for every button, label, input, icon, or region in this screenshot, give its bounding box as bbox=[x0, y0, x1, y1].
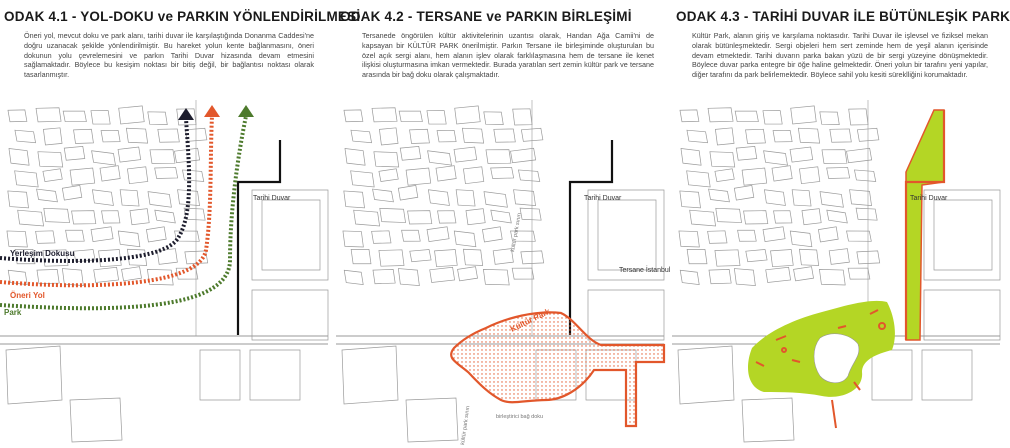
building-outline bbox=[598, 200, 656, 270]
building-outline bbox=[820, 192, 843, 208]
building-outline bbox=[829, 249, 849, 265]
building-outline bbox=[62, 185, 81, 200]
building-outline bbox=[262, 200, 320, 270]
building-outline bbox=[351, 171, 375, 187]
building-outline bbox=[710, 152, 735, 167]
street-label-2: kültür park sınırı bbox=[510, 212, 523, 253]
building-outline bbox=[250, 350, 300, 400]
building-outline bbox=[372, 108, 397, 122]
panel-description: Öneri yol, mevcut doku ve park alanı, tarihi duvar ile karşılaştığında Donanma Caddesi'ne doğru uzanacak şekilde yönlendirilmiştir. Bu hareket yolun kente bağlanmasını, öneri dokunun yolu çevrelemesini ve parkın Tarihi Duvar hizasında devam etmesini sağlamaktadır. Böylece bu kesişim noktası bir bitiş değil, bir bağlantısı noktası olarak tasarlanmıştır. bbox=[24, 31, 314, 80]
culture-park-area bbox=[451, 312, 664, 426]
building-outline bbox=[427, 227, 449, 242]
building-outline bbox=[150, 150, 175, 164]
building-outline bbox=[102, 211, 120, 223]
building-outline bbox=[430, 267, 455, 282]
building-outline bbox=[799, 249, 818, 265]
building-outline bbox=[406, 168, 431, 185]
building-outline bbox=[155, 210, 176, 223]
building-outline bbox=[252, 290, 328, 340]
site-map bbox=[336, 100, 671, 448]
building-outline bbox=[7, 231, 27, 247]
road-arrowhead bbox=[204, 105, 220, 117]
building-outline bbox=[520, 208, 541, 220]
building-outline bbox=[36, 231, 55, 244]
building-outline bbox=[715, 128, 734, 145]
wall-label: Tarihi Duvar bbox=[253, 195, 291, 202]
building-outline bbox=[8, 110, 27, 122]
building-outline bbox=[155, 167, 178, 178]
building-outline bbox=[456, 190, 475, 206]
panel-description: Kültür Park, alanın giriş ve karşılama noktasıdır. Tarihi Duvar ile işlevsel ve fiziksel mekan olarak bütünleşmektedir. Sergi objeleri hem sert zeminde hem de yeşil alanın içerisinde devam etmektedir. Tarihi duvarın parka bakan yüzü de bir sergi yüzeyine dönüşmektedir. Böylece duvar parka entegre bir öğe haline gelmektedir. Öneri yolun bir tarafını yeni yapılar, diğer tarafını da park belirlemektedir. Böylece sahil yolu kesiti süreklliğini korumaktadır. bbox=[692, 31, 988, 80]
building-outline bbox=[715, 169, 734, 182]
building-outline bbox=[130, 209, 149, 225]
building-outline bbox=[344, 270, 363, 284]
building-outline bbox=[708, 231, 727, 244]
building-outline bbox=[680, 191, 701, 208]
building-outline bbox=[379, 250, 404, 266]
settlement-arrow bbox=[0, 118, 189, 261]
building-outline bbox=[373, 189, 394, 202]
park-label: Park bbox=[4, 308, 22, 317]
shipyard-label bbox=[619, 265, 671, 274]
building-outline bbox=[399, 111, 422, 121]
building-outline bbox=[791, 106, 817, 124]
building-outline bbox=[687, 130, 708, 143]
building-outline bbox=[798, 128, 819, 143]
building-outline bbox=[408, 211, 432, 224]
building-outline bbox=[406, 398, 458, 442]
building-outline bbox=[818, 227, 838, 242]
building-outline bbox=[854, 170, 875, 182]
panel-odak-4-2 bbox=[336, 0, 671, 448]
building-outline bbox=[742, 168, 767, 185]
panel-title: ODAK 4.3 - TARİHİ DUVAR İLE BÜTÜNLEŞİK PARK bbox=[676, 9, 1010, 24]
building-outline bbox=[715, 250, 740, 266]
building-outline bbox=[734, 185, 753, 200]
building-outline bbox=[398, 185, 417, 200]
road-label: Öneri Yol bbox=[10, 291, 45, 300]
building-outline bbox=[454, 147, 477, 162]
building-outline bbox=[827, 167, 850, 178]
building-outline bbox=[127, 167, 147, 184]
building-outline bbox=[428, 190, 449, 206]
building-outline bbox=[455, 106, 481, 124]
building-outline bbox=[678, 346, 734, 404]
building-outline bbox=[924, 290, 1000, 340]
building-outline bbox=[351, 130, 372, 143]
building-outline bbox=[43, 169, 62, 182]
building-outline bbox=[436, 166, 456, 182]
building-outline bbox=[379, 169, 398, 182]
building-outline bbox=[8, 191, 29, 208]
building-outline bbox=[716, 208, 742, 222]
building-outline bbox=[438, 211, 456, 223]
building-outline bbox=[466, 209, 485, 225]
building-outline bbox=[64, 146, 85, 160]
building-outline bbox=[922, 350, 972, 400]
building-outline bbox=[687, 249, 707, 263]
building-outline bbox=[680, 270, 699, 284]
building-outline bbox=[36, 108, 61, 122]
building-outline bbox=[709, 269, 731, 283]
building-outline bbox=[687, 171, 711, 187]
building-outline bbox=[344, 110, 363, 122]
building-outline bbox=[690, 210, 716, 226]
building-outline bbox=[736, 146, 757, 160]
building-outline bbox=[343, 231, 363, 247]
building-outline bbox=[872, 350, 912, 400]
building-outline bbox=[373, 269, 395, 283]
building-outline bbox=[588, 290, 664, 340]
building-outline bbox=[518, 170, 539, 182]
building-outline bbox=[794, 267, 814, 281]
building-outline bbox=[99, 250, 122, 267]
building-outline bbox=[345, 149, 365, 166]
building-outline bbox=[148, 192, 171, 208]
building-outline bbox=[486, 150, 511, 164]
building-outline bbox=[126, 128, 147, 143]
building-outline bbox=[15, 130, 36, 143]
building-outline bbox=[100, 166, 120, 182]
building-outline bbox=[92, 151, 116, 165]
building-outline bbox=[91, 111, 110, 124]
building-outline bbox=[847, 231, 872, 241]
shipyard-label-text: Tersane İstanbul bbox=[619, 267, 671, 274]
building-outline bbox=[344, 191, 365, 208]
building-outline bbox=[182, 170, 203, 182]
street-label: kültür park sınırı bbox=[460, 405, 472, 446]
building-outline bbox=[494, 129, 516, 142]
building-outline bbox=[374, 152, 399, 167]
building-outline bbox=[94, 267, 119, 282]
site-map bbox=[0, 100, 328, 448]
culture-park-label: Kültür Park bbox=[508, 306, 552, 334]
building-outline bbox=[491, 167, 514, 178]
building-outline bbox=[200, 350, 240, 400]
building-outline bbox=[18, 210, 44, 226]
panel-description: Tersanede öngörülen kültür aktivitelerinin uzantısı olarak, Handan Ağa Camii'ni de kapsayan bir KÜLTÜR PARK önerilmiştir. Parkın Tersane ile birleşiminde oluşturulan bu özel açık sergi alanı, hem alanın işlev olarak farklılaşmasına hem de tersane ile kenet ilişkisi oluşturmasına imkan vermektedir. Burada yaratılan sert zemin kültür park ve tersane arasında bir bağ doku olarak çalışmaktadır. bbox=[362, 31, 654, 80]
building-outline bbox=[735, 111, 758, 121]
building-outline bbox=[398, 269, 419, 286]
building-outline bbox=[790, 231, 812, 247]
building-outline bbox=[379, 128, 398, 145]
building-outline bbox=[119, 106, 145, 124]
building-outline bbox=[101, 130, 120, 142]
wall-label: Tarihi Duvar bbox=[910, 195, 948, 202]
building-outline bbox=[66, 230, 85, 241]
building-outline bbox=[118, 147, 141, 162]
settlement-arrowhead bbox=[178, 108, 194, 120]
building-outline bbox=[74, 129, 94, 143]
building-outline bbox=[463, 249, 482, 265]
building-outline bbox=[380, 208, 406, 222]
building-outline bbox=[766, 267, 791, 282]
building-outline bbox=[774, 211, 792, 223]
building-outline bbox=[410, 249, 431, 261]
building-outline bbox=[856, 208, 877, 220]
building-outline bbox=[146, 227, 166, 242]
building-outline bbox=[463, 167, 483, 184]
building-outline bbox=[744, 211, 768, 224]
building-outline bbox=[38, 152, 63, 167]
park-arrowhead bbox=[238, 105, 254, 117]
building-outline bbox=[512, 268, 534, 279]
building-outline bbox=[15, 171, 39, 187]
panel-odak-4-1 bbox=[0, 0, 361, 448]
building-outline bbox=[679, 231, 699, 247]
building-outline bbox=[437, 130, 456, 142]
building-outline bbox=[6, 346, 62, 404]
settlement-label: Yerleşim Dokusu bbox=[10, 249, 75, 258]
building-outline bbox=[849, 109, 868, 125]
building-outline bbox=[482, 227, 502, 242]
building-outline bbox=[37, 269, 59, 283]
site-map bbox=[672, 100, 1000, 448]
link-label: birleştirici bağ doku bbox=[496, 414, 544, 420]
building-outline bbox=[746, 129, 766, 143]
building-outline bbox=[734, 269, 755, 286]
building-outline bbox=[44, 208, 70, 222]
building-outline bbox=[799, 167, 819, 184]
building-outline bbox=[252, 190, 328, 280]
green-wall-park bbox=[906, 110, 944, 340]
building-outline bbox=[771, 250, 794, 267]
building-outline bbox=[763, 227, 785, 242]
building-outline bbox=[410, 129, 430, 143]
building-outline bbox=[802, 209, 821, 225]
building-outline bbox=[158, 129, 180, 142]
building-outline bbox=[72, 211, 96, 224]
building-outline bbox=[827, 210, 848, 223]
building-outline bbox=[427, 111, 446, 124]
building-outline bbox=[70, 168, 95, 185]
building-outline bbox=[764, 151, 788, 165]
building-outline bbox=[37, 189, 58, 202]
building-outline bbox=[934, 200, 992, 270]
building-outline bbox=[772, 166, 792, 182]
building-outline bbox=[746, 249, 767, 261]
building-outline bbox=[738, 230, 757, 241]
building-outline bbox=[924, 190, 1000, 280]
building-outline bbox=[681, 149, 701, 166]
panel-title: ODAK 4.1 - YOL-DOKU ve PARKIN YÖNLENDİRİLMESİ bbox=[4, 9, 361, 24]
building-outline bbox=[122, 267, 142, 281]
building-outline bbox=[435, 250, 458, 267]
building-outline bbox=[43, 128, 62, 145]
building-outline bbox=[764, 190, 785, 206]
historic-wall bbox=[238, 140, 280, 335]
building-outline bbox=[680, 110, 699, 122]
building-outline bbox=[458, 267, 478, 281]
building-outline bbox=[372, 231, 391, 244]
building-outline bbox=[454, 231, 476, 247]
building-outline bbox=[763, 111, 782, 124]
building-outline bbox=[148, 112, 168, 125]
building-outline bbox=[63, 111, 86, 121]
building-outline bbox=[790, 147, 813, 162]
building-outline bbox=[462, 128, 483, 143]
building-outline bbox=[742, 398, 794, 442]
building-outline bbox=[351, 249, 371, 263]
building-outline bbox=[820, 112, 840, 125]
building-outline bbox=[819, 269, 845, 285]
building-outline bbox=[428, 151, 452, 165]
building-outline bbox=[709, 189, 730, 202]
building-outline bbox=[120, 190, 139, 206]
building-outline bbox=[484, 112, 504, 125]
building-outline bbox=[848, 268, 870, 279]
building-outline bbox=[773, 130, 792, 142]
road-arrow bbox=[0, 116, 212, 285]
building-outline bbox=[9, 149, 29, 166]
wall-label: Tarihi Duvar bbox=[584, 195, 622, 202]
base-map bbox=[0, 100, 328, 442]
building-outline bbox=[792, 190, 811, 206]
building-outline bbox=[91, 227, 113, 242]
building-outline bbox=[483, 269, 509, 285]
building-outline bbox=[491, 210, 512, 223]
building-outline bbox=[830, 129, 852, 142]
building-outline bbox=[92, 190, 113, 206]
building-outline bbox=[513, 109, 532, 125]
building-outline bbox=[402, 230, 421, 241]
building-outline bbox=[62, 269, 83, 286]
building-outline bbox=[708, 108, 733, 122]
building-outline bbox=[484, 192, 507, 208]
building-outline bbox=[354, 210, 380, 226]
building-outline bbox=[70, 398, 122, 442]
building-outline bbox=[118, 231, 140, 247]
building-outline bbox=[822, 150, 847, 164]
building-outline bbox=[342, 346, 398, 404]
panel-odak-4-3 bbox=[672, 0, 1010, 448]
panel-title: ODAK 4.2 - TERSANE ve PARKIN BİRLEŞİMİ bbox=[340, 9, 632, 24]
building-outline bbox=[400, 146, 421, 160]
historic-wall bbox=[570, 140, 612, 335]
